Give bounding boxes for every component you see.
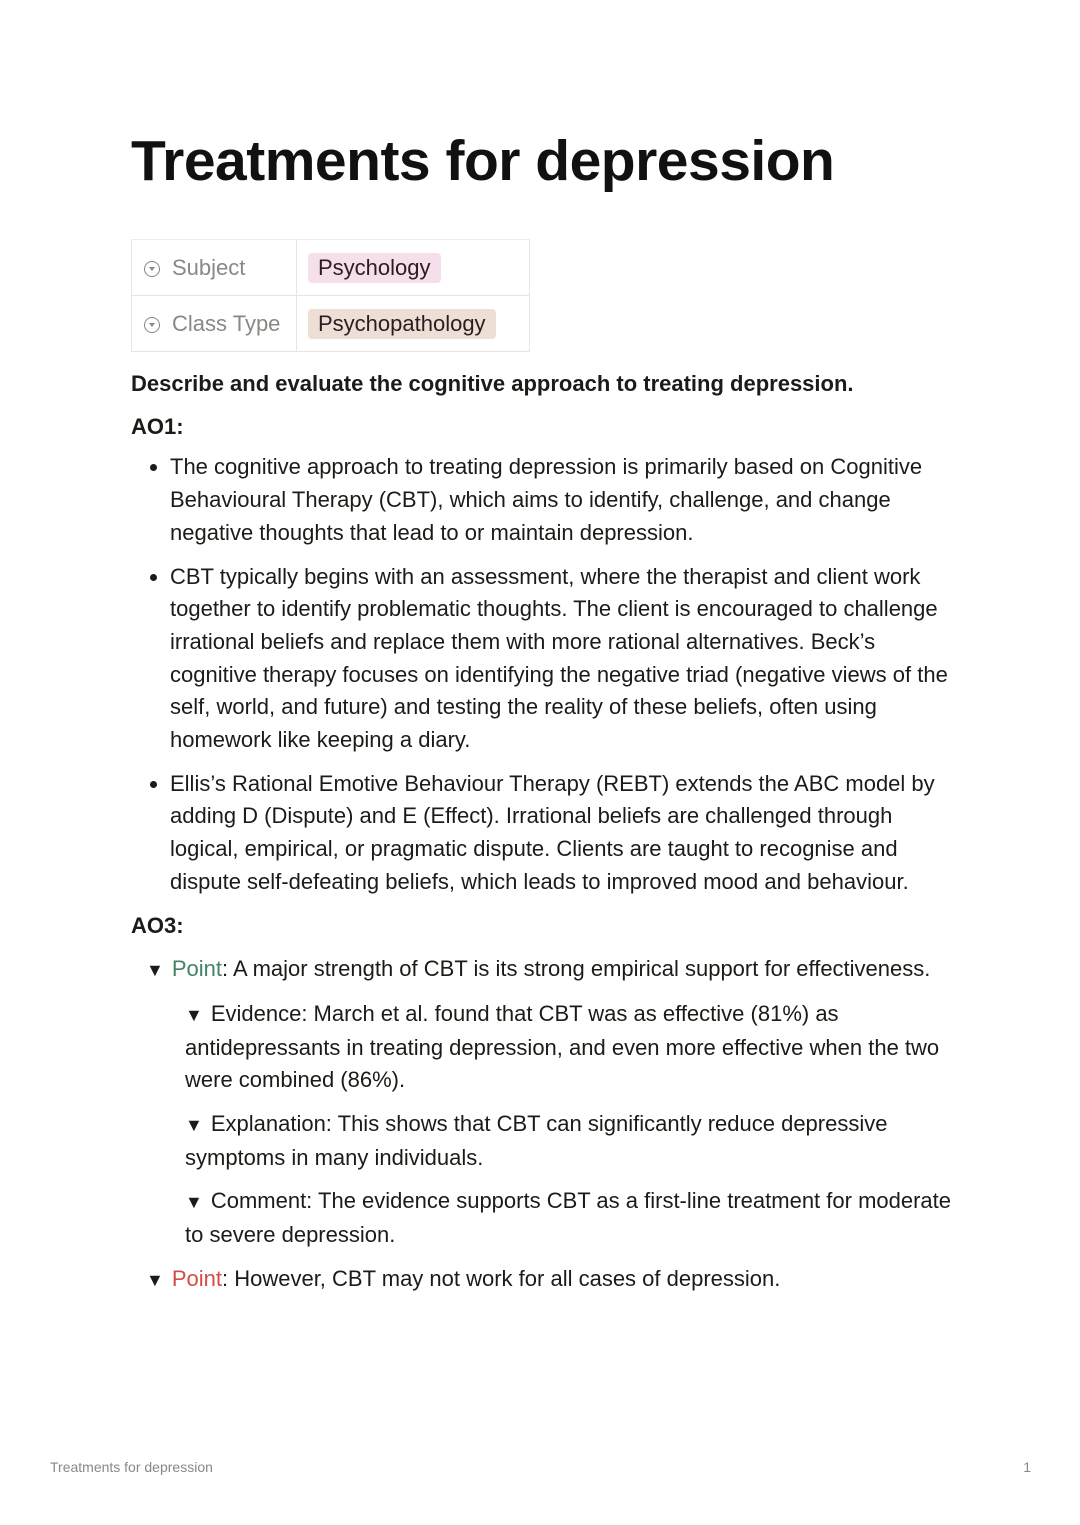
comment-text: Comment: The evidence supports CBT as a first-line treatment for moderate to severe depression. (185, 1188, 952, 1248)
toggle-triangle-icon[interactable]: ▼ (146, 1269, 164, 1290)
subject-tag[interactable]: Psychology (308, 253, 441, 283)
content (131, 368, 961, 1297)
select-property-icon (144, 317, 160, 333)
ao3-heading: AO3: (131, 912, 184, 938)
point-label: Point (171, 1265, 222, 1291)
evidence-text: Evidence: March et al. found that CBT was as effective (81%) as antidepressants in treating depression, and even more effective when the two were combined (86%). (185, 1000, 940, 1093)
list-item: • The cognitive approach to treating depression is primarily based on Cognitive Behavioural Therapy (CBT), which aims to identify, challenge, and change negative thoughts that lead to or maintain depression. (170, 451, 961, 549)
property-label: Class Type (172, 310, 281, 336)
ao1-list (131, 451, 961, 898)
list-item: • Ellis’s Rational Emotive Behaviour Therapy (REBT) extends the ABC model by adding D (Dispute) and E (Effect). Irrational beliefs are challenged through logical, empirical, or pragmatic dispute. Clients are taught to recognise and dispute self-defeating beliefs, which leads to improved mood and behaviour. (170, 768, 961, 899)
point-label: Point (171, 956, 222, 982)
toggle-evidence[interactable] (185, 998, 961, 1097)
class-type-tag[interactable]: Psychopathology (308, 309, 496, 339)
list-item: • CBT typically begins with an assessment, where the therapist and client work together to identify problematic thoughts. The client is encouraged to challenge irrational beliefs and replace them with more rational alternatives. Beck’s cognitive therapy focuses on identifying the negative triad (negative views of the self, world, and future) and testing the reality of these beliefs, often using homework like keeping a diary. (170, 561, 961, 757)
ao1-heading: AO1: (131, 413, 184, 439)
property-row-subject (132, 240, 530, 296)
footer-title: Treatments for depression (50, 1459, 213, 1475)
properties-table (131, 239, 530, 352)
toggle-triangle-icon[interactable]: ▼ (185, 1004, 203, 1025)
page-number: 1 (1023, 1459, 1031, 1475)
toggle-comment[interactable] (185, 1185, 961, 1251)
toggle-triangle-icon[interactable]: ▼ (185, 1192, 203, 1213)
point-text: : However, CBT may not work for all cases of depression. (221, 1265, 781, 1291)
question: Describe and evaluate the cognitive approach to treating depression. (131, 371, 854, 396)
select-property-icon (144, 261, 160, 277)
toggle-triangle-icon[interactable]: ▼ (146, 960, 164, 981)
point-text: : A major strength of CBT is its strong empirical support for effectiveness. (221, 956, 931, 982)
page-title: Treatments for depression (131, 129, 835, 193)
toggle-point-strength[interactable] (146, 953, 961, 987)
toggle-point-limitation[interactable] (146, 1263, 961, 1297)
property-row-class-type (132, 296, 530, 352)
toggle-triangle-icon[interactable]: ▼ (185, 1115, 203, 1136)
property-label: Subject (172, 254, 246, 280)
toggle-explanation[interactable] (185, 1108, 961, 1174)
explanation-text: Explanation: This shows that CBT can significantly reduce depressive symptoms in many individuals. (185, 1111, 888, 1170)
